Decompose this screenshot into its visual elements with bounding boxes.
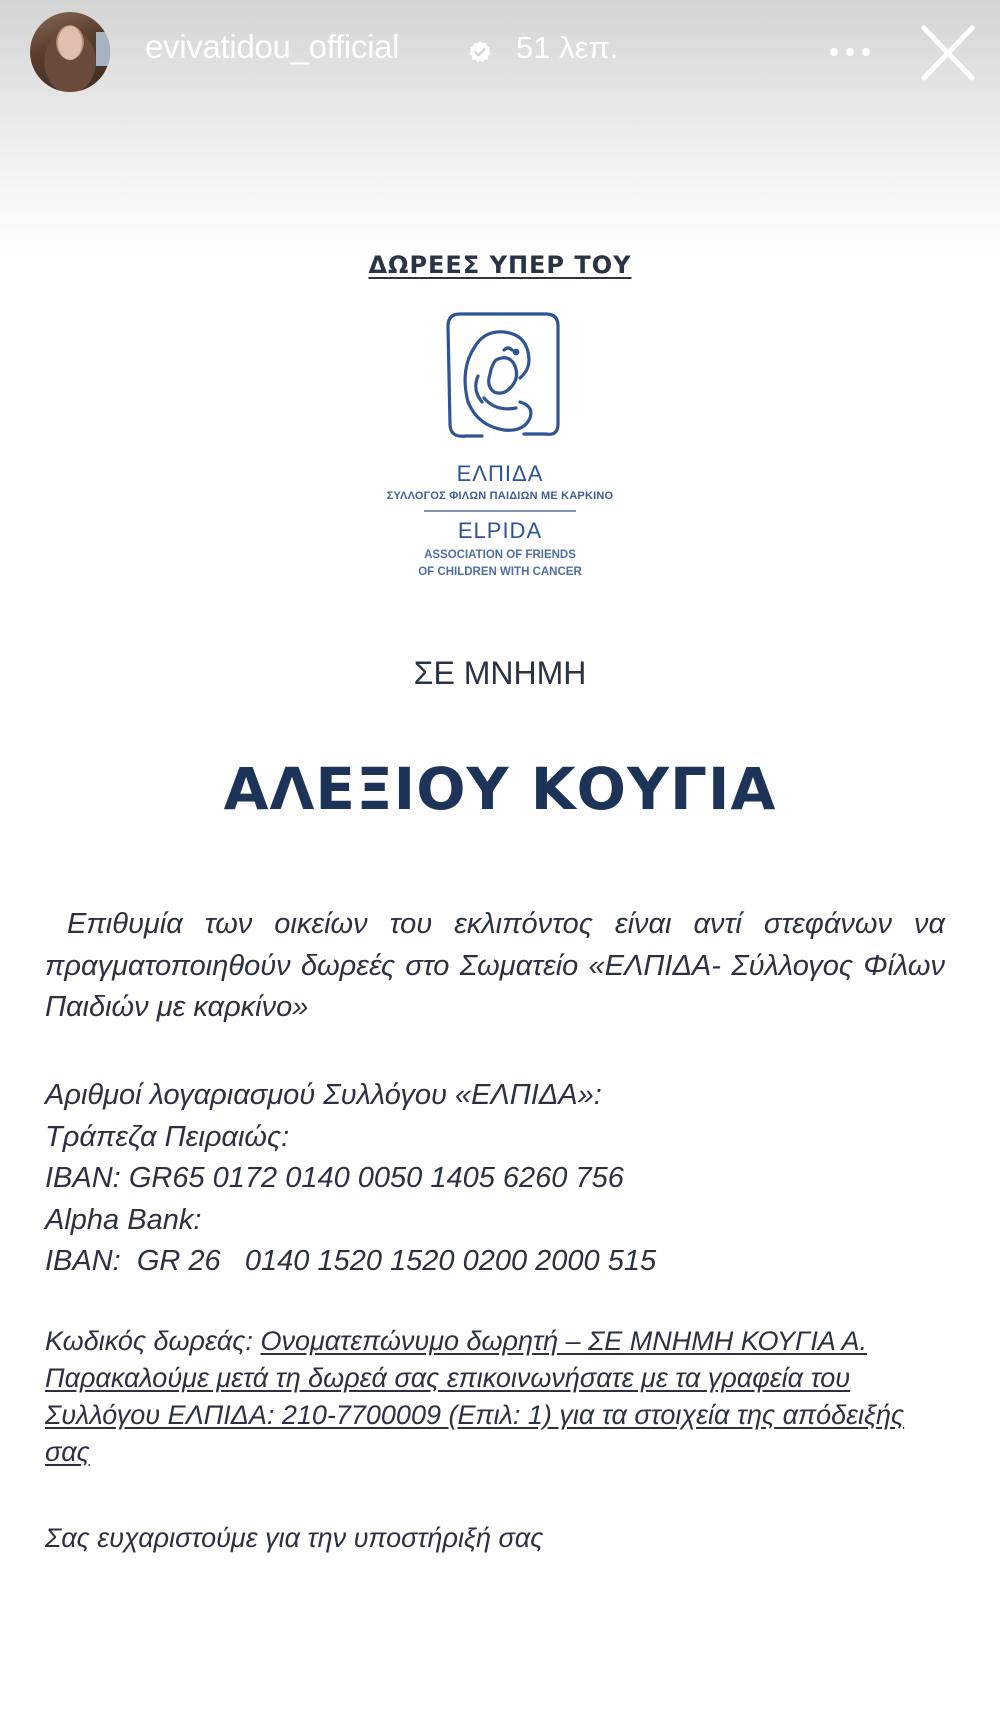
donations-heading: ΔΩΡΕΕΣ ΥΠΕΡ ΤΟΥ xyxy=(368,251,632,279)
logo-name-greek: ΕΛΠΙΔΑ xyxy=(456,461,544,486)
more-horizontal-icon xyxy=(830,48,838,56)
close-icon[interactable] xyxy=(918,24,978,82)
more-dot xyxy=(846,48,854,56)
avatar-face xyxy=(58,26,82,60)
bank-name-alpha: Alpha Bank: xyxy=(45,1203,202,1236)
donation-code-block xyxy=(45,1323,945,1471)
story-header xyxy=(0,0,1000,104)
iban-label: IBAN: xyxy=(45,1162,121,1194)
logo-subtitle-english-line2: OF CHILDREN WITH CANCER xyxy=(418,566,582,578)
donation-code-label: Κωδικός δωρεάς: xyxy=(45,1326,253,1356)
accounts-heading: Αριθμοί λογαριασμού Συλλόγου «ΕΛΠΙΔΑ»: xyxy=(45,1079,602,1111)
donation-code-line xyxy=(45,1323,945,1360)
more-dot xyxy=(862,48,870,56)
deceased-name: ΑΛΕΞΙΟΥ ΚΟΥΓΙΑ xyxy=(223,755,777,823)
logo-name-english: ELPIDA xyxy=(457,518,543,543)
contact-instructions-line1: Παρακαλούμε μετά τη δωρεά σας επικοινωνήσατε με τα γραφεία του xyxy=(45,1363,851,1393)
logo-subtitle-english-line1: ASSOCIATION OF FRIENDS xyxy=(424,549,576,561)
more-options-button[interactable] xyxy=(820,32,880,72)
bank-name-piraeus: Τράπεζα Πειραιώς: xyxy=(45,1120,290,1153)
avatar-background xyxy=(96,32,110,66)
logo-divider xyxy=(424,510,576,512)
iban-piraeus xyxy=(45,1158,945,1200)
username-link[interactable]: evivatidou_official xyxy=(145,28,400,65)
in-memory-label: ΣΕ ΜΝΗΜΗ xyxy=(413,655,587,691)
iban-label: IBAN: xyxy=(45,1245,121,1277)
iban-alpha xyxy=(45,1241,945,1283)
contact-instructions-line3: σας xyxy=(45,1437,90,1467)
contact-instructions-line2: Συλλόγου ΕΛΠΙΔΑ: 210-7700009 (Επιλ: 1) για τα στοιχεία της απόδειξής xyxy=(45,1400,905,1430)
bank-accounts xyxy=(45,1075,945,1283)
verified-badge-icon xyxy=(468,40,492,64)
intro-text: Επιθυμία των οικείων του εκλιπόντος είναι αντί στεφάνων να πραγματοποιηθούν δωρεές στο Σωματείο «ΕΛΠΙΔΑ- Σύλλογος Φίλων Παιδιών με καρκίνο» xyxy=(45,908,945,1023)
iban-value: GR65 0172 0140 0050 1405 6260 756 xyxy=(128,1162,624,1194)
intro-paragraph xyxy=(45,904,945,1029)
thanks-text: Σας ευχαριστούμε για την υποστήριξή σας xyxy=(45,1523,544,1553)
iban-value: GR 26 0140 1520 1520 0200 2000 515 xyxy=(136,1245,657,1277)
avatar[interactable] xyxy=(30,12,110,92)
donation-code-value: Ονοματεπώνυμο δωρητή – ΣΕ ΜΝΗΜΗ ΚΟΥΓΙΑ Α. xyxy=(260,1326,867,1356)
elpida-logo-icon xyxy=(420,306,580,456)
post-time: 51 λεπ. xyxy=(516,30,619,65)
logo-subtitle-greek: ΣΥΛΛΟΓΟΣ ΦΙΛΩΝ ΠΑΙΔΙΩΝ ΜΕ ΚΑΡΚΙΝΟ xyxy=(386,490,614,502)
